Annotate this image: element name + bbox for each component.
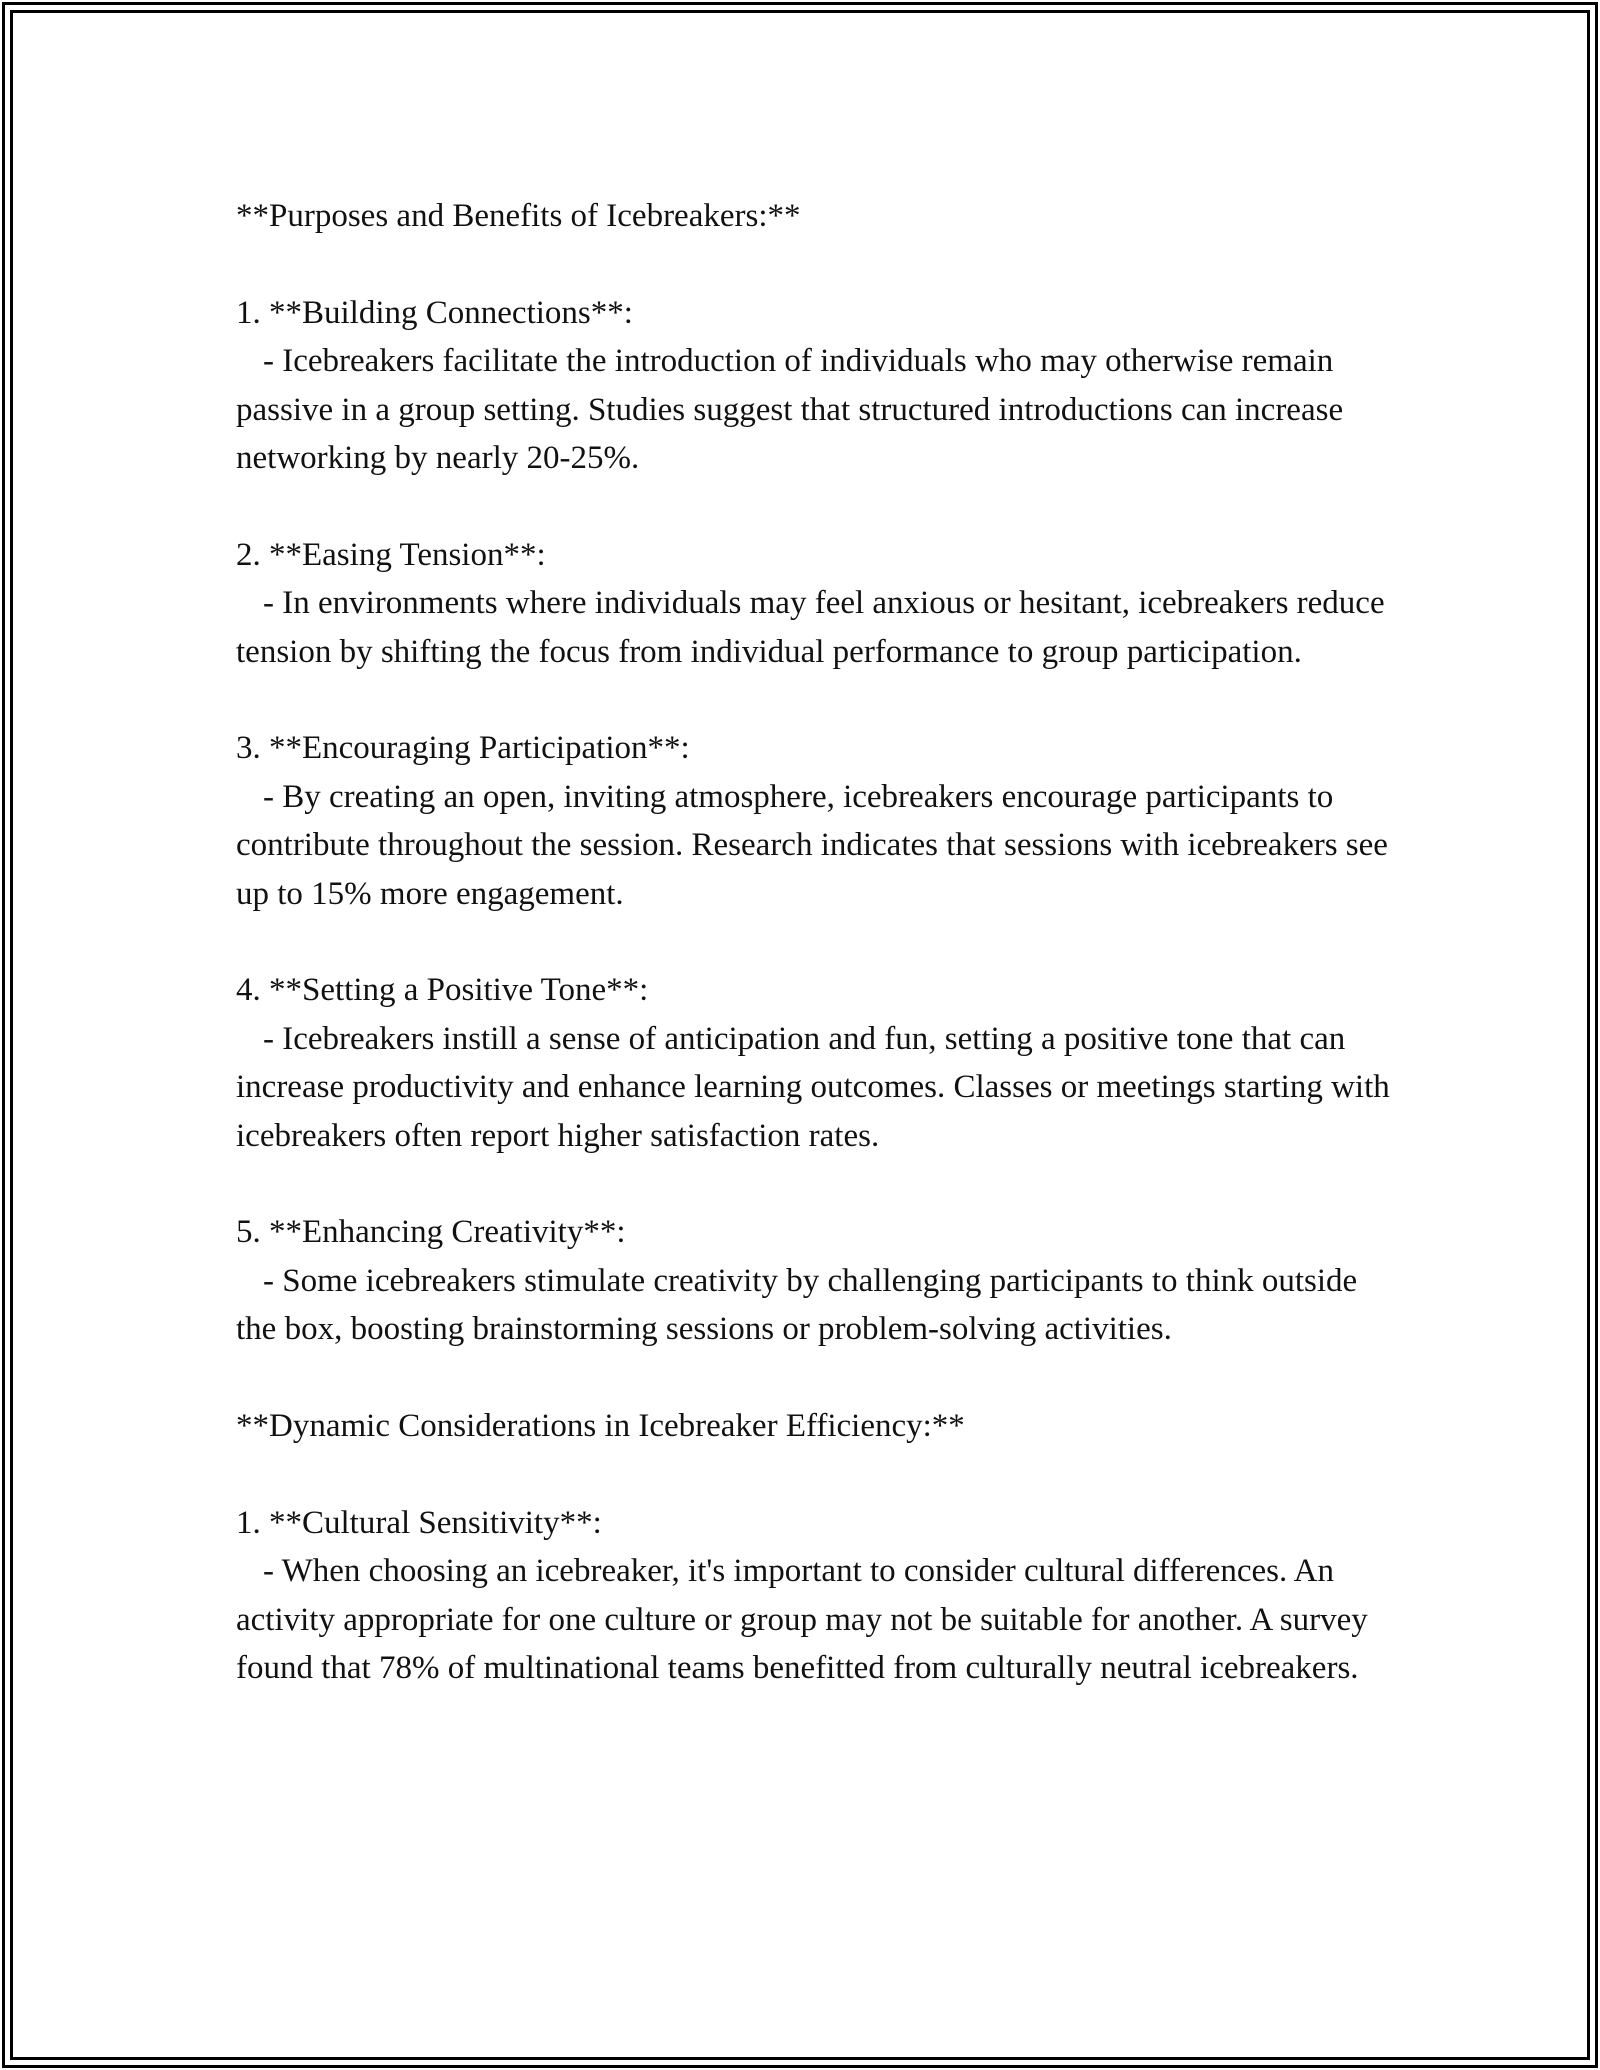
item-title: 1. **Building Connections**: — [236, 294, 633, 331]
item-body: - Icebreakers facilitate the introduction of individuals who may otherwise remain passive in a group setting. Studies suggest that structured introductions can increase networking by nearly 20-25%. — [236, 343, 1344, 477]
item-title: 5. **Enhancing Creativity**: — [236, 1214, 626, 1251]
item-body: - In environments where individuals may feel anxious or hesitant, icebreakers reduce tension by shifting the focus from individual performance to group participation. — [236, 585, 1385, 670]
item-title: 3. **Encouraging Participation**: — [236, 730, 690, 767]
section-heading-purposes: **Purposes and Benefits of Icebreakers:** — [236, 198, 801, 234]
list-item — [236, 531, 1396, 676]
document-body — [236, 192, 1396, 1741]
list-item — [236, 724, 1396, 918]
list-item — [236, 1208, 1396, 1353]
list-item — [236, 1499, 1396, 1693]
item-title: 2. **Easing Tension**: — [236, 536, 546, 573]
item-body: - By creating an open, inviting atmosphere, icebreakers encourage participants to contribute throughout the session. Research indicates that sessions with icebreakers see up to 15% more engagement. — [236, 778, 1388, 912]
item-body: - Icebreakers instill a sense of anticipation and fun, setting a positive tone that can increase productivity and enhance learning outcomes. Classes or meetings starting with icebreakers often report higher satisfaction rates. — [236, 1020, 1390, 1154]
list-item — [236, 289, 1396, 483]
section-heading-dynamic: **Dynamic Considerations in Icebreaker Efficiency:** — [236, 1408, 965, 1445]
item-body: - Some icebreakers stimulate creativity by challenging participants to think outside the box, boosting brainstorming sessions or problem-solving activities. — [236, 1262, 1358, 1348]
item-title: 4. **Setting a Positive Tone**: — [236, 972, 649, 1009]
item-body: - When choosing an icebreaker, it's important to consider cultural differences. An activity appropriate for one culture or group may not be suitable for another. A survey found that 78% of multinational teams benefitted from culturally neutral icebreakers. — [236, 1553, 1368, 1687]
item-title: 1. **Cultural Sensitivity**: — [236, 1504, 602, 1541]
list-item — [236, 966, 1396, 1160]
